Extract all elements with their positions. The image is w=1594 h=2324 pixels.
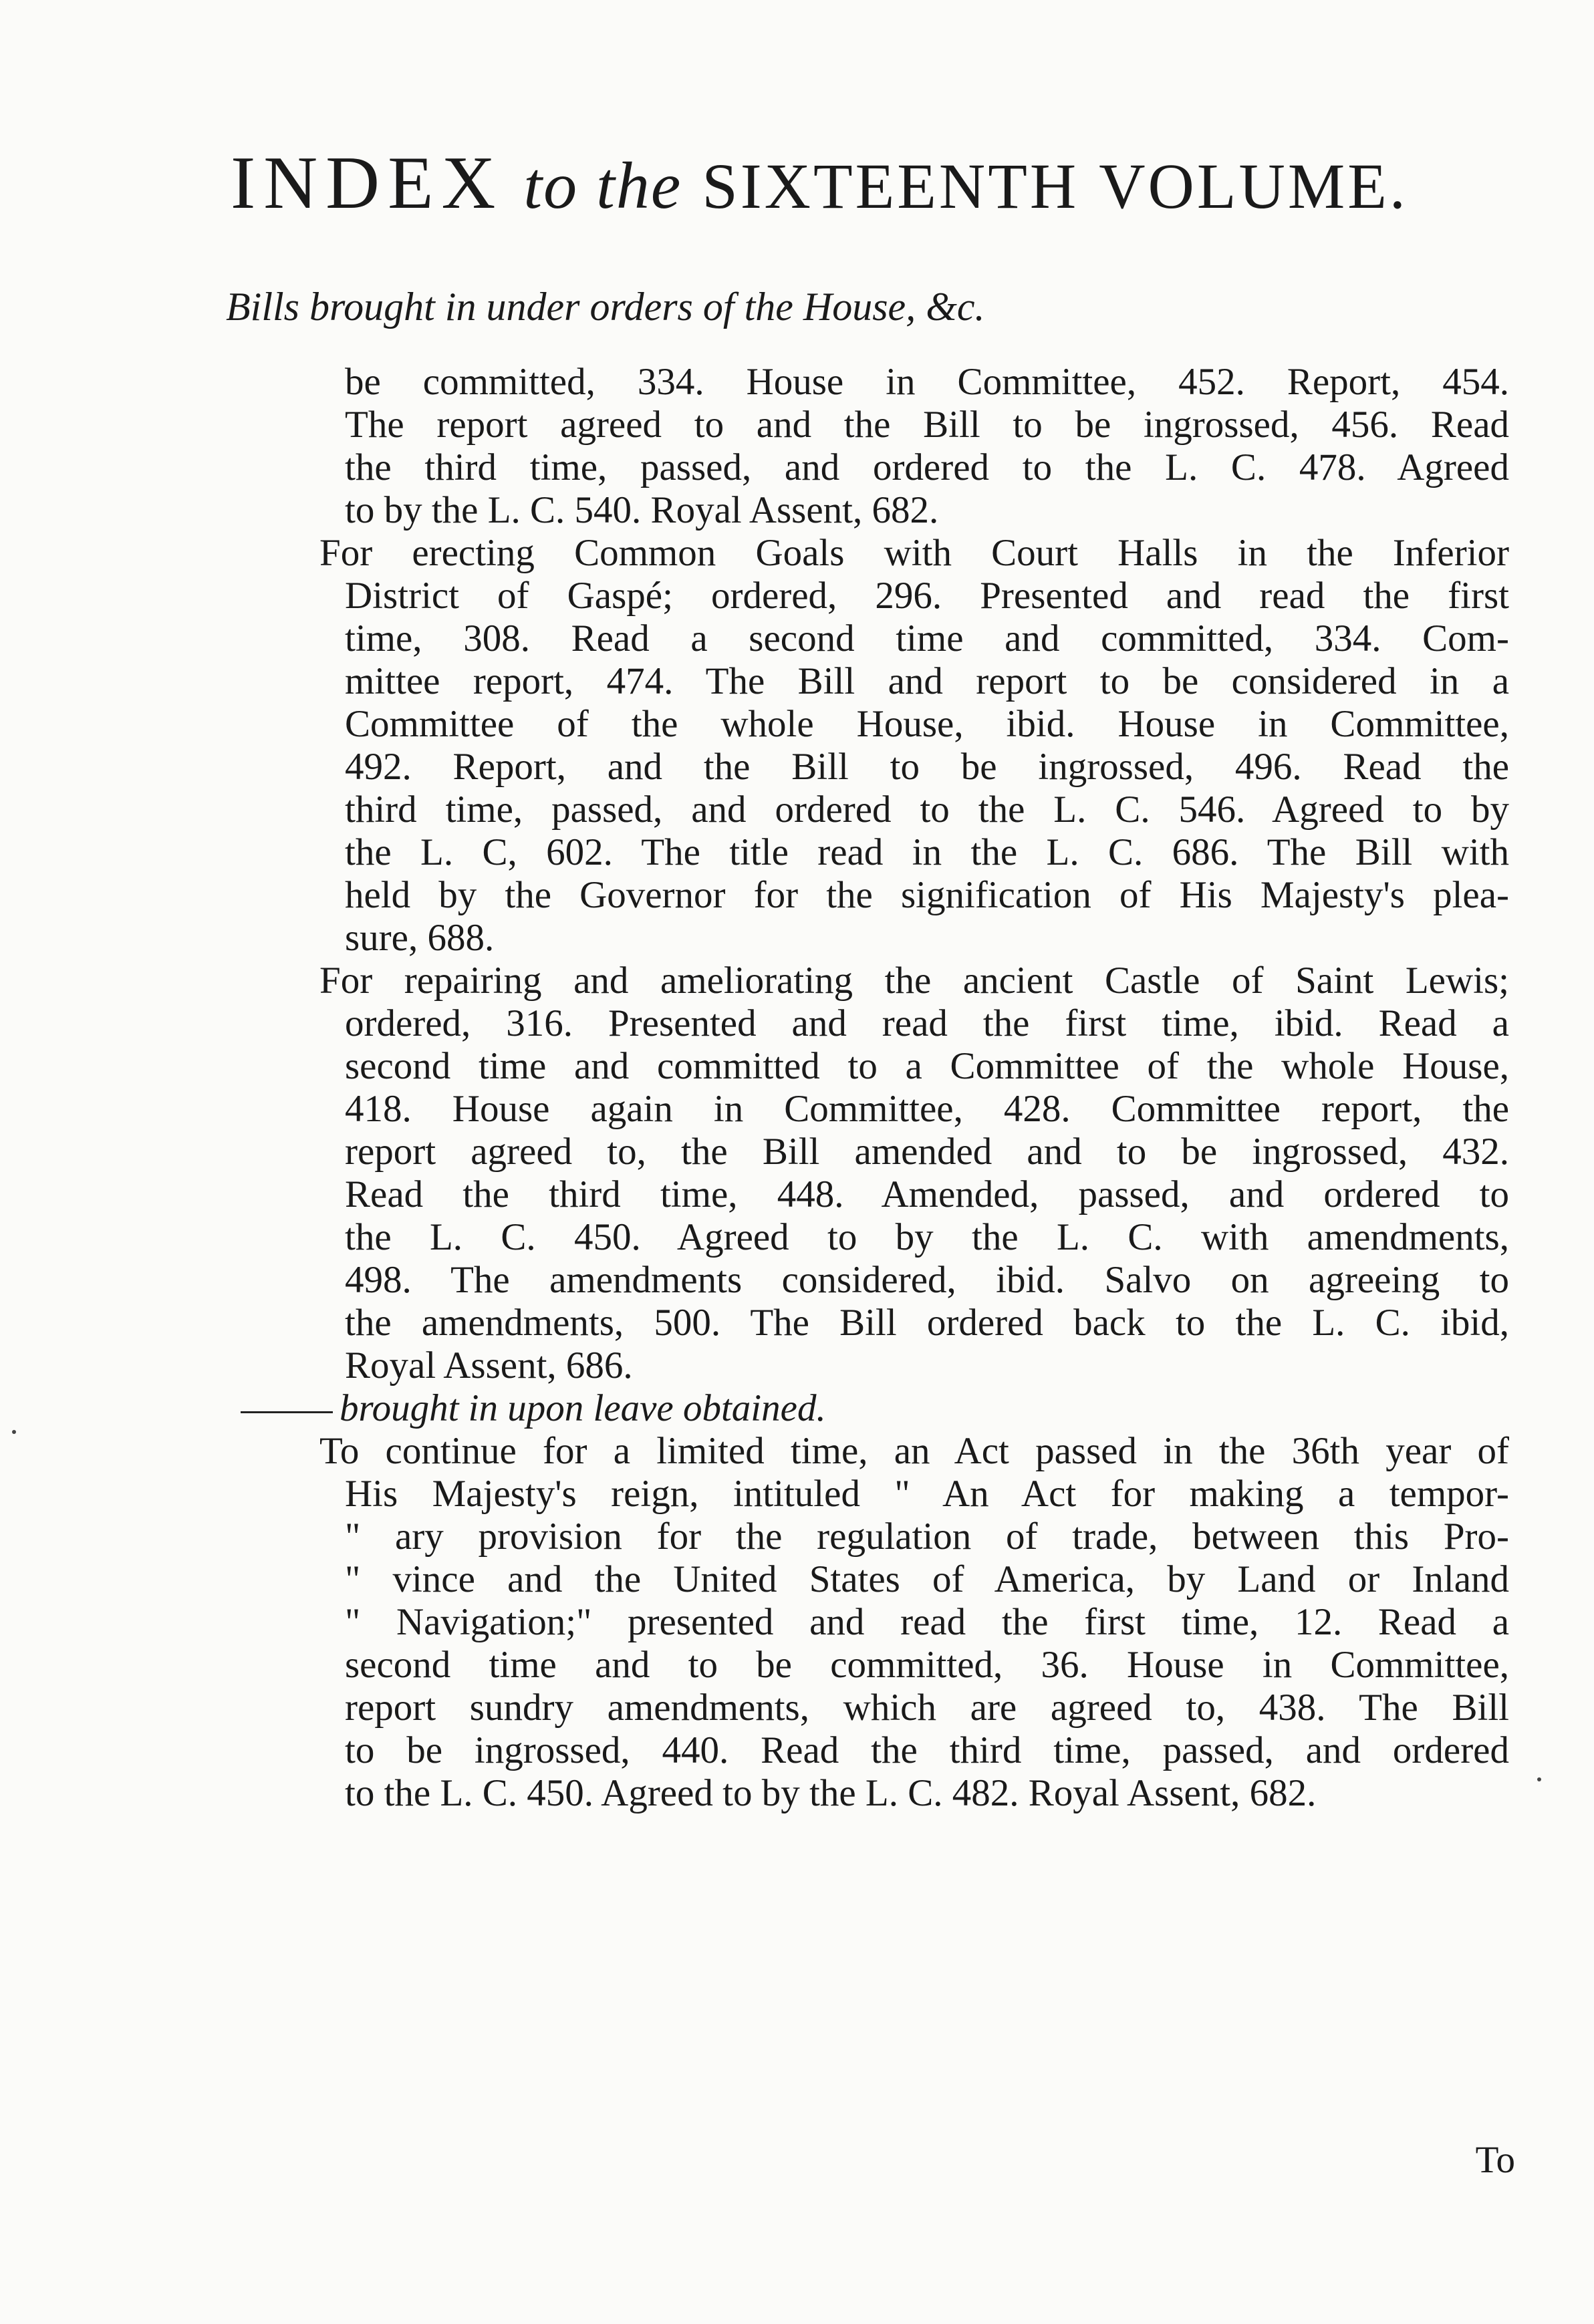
page-speck <box>12 1430 16 1434</box>
text-line: " Navigation;" presented and read the first time, 12. Read a <box>345 1601 1509 1643</box>
text-line: 498. The amendments considered, ibid. Salvo on agreeing to <box>345 1259 1509 1301</box>
page-title <box>231 140 1500 227</box>
text-line: 492. Report, and the Bill to be ingrossed, 496. Read the <box>345 746 1509 788</box>
sub-heading-row <box>319 1387 1509 1430</box>
title-to-the: to the <box>523 148 682 223</box>
text-line: Committee of the whole House, ibid. House in Committee, <box>345 703 1509 745</box>
sub-heading: brought in upon leave obtained. <box>340 1387 826 1429</box>
title-volume: VOLUME. <box>1099 150 1408 222</box>
text-line: mittee report, 474. The Bill and report to be considered in a <box>345 660 1509 702</box>
text-line: His Majesty's reign, intituled " An Act for making a tempor- <box>345 1473 1509 1515</box>
title-sixteenth: SIXTEENTH <box>702 150 1079 222</box>
text-line: the third time, passed, and ordered to the L. C. 478. Agreed <box>345 446 1509 488</box>
index-body <box>319 361 1509 1815</box>
text-line: " ary provision for the regulation of trade, between this Pro- <box>345 1515 1509 1558</box>
text-line: the L. C. 450. Agreed to by the L. C. with amendments, <box>345 1216 1509 1258</box>
catchword: To <box>1475 2139 1515 2181</box>
text-line: second time and to be committed, 36. House in Committee, <box>345 1644 1509 1686</box>
text-line: Read the third time, 448. Amended, passed, and ordered to <box>345 1173 1509 1215</box>
text-line: For repairing and ameliorating the ancient Castle of Saint Lewis; <box>319 960 1509 1002</box>
text-line: Royal Assent, 686. <box>345 1344 633 1387</box>
text-line: District of Gaspé; ordered, 296. Presented and read the first <box>345 575 1509 617</box>
text-line: be committed, 334. House in Committee, 452. Report, 454. <box>345 361 1509 403</box>
text-line: to by the L. C. 540. Royal Assent, 682. <box>345 489 939 531</box>
text-line: time, 308. Read a second time and committed, 334. Com- <box>345 617 1509 660</box>
text-line: second time and committed to a Committee of the whole House, <box>345 1045 1509 1087</box>
text-line: the L. C, 602. The title read in the L. C. 686. The Bill with <box>345 831 1509 873</box>
text-line: The report agreed to and the Bill to be ingrossed, 456. Read <box>345 404 1509 446</box>
text-line: the amendments, 500. The Bill ordered back to the L. C. ibid, <box>345 1302 1509 1344</box>
text-line: For erecting Common Goals with Court Halls in the Inferior <box>319 532 1509 574</box>
title-index: INDEX <box>231 142 504 225</box>
text-line: ordered, 316. Presented and read the first time, ibid. Read a <box>345 1002 1509 1044</box>
text-line: report sundry amendments, which are agreed to, 438. The Bill <box>345 1687 1509 1729</box>
text-line: 418. House again in Committee, 428. Committee report, the <box>345 1088 1509 1130</box>
text-line: " vince and the United States of America, by Land or Inland <box>345 1558 1509 1600</box>
page-speck <box>1537 1777 1541 1781</box>
text-line: sure, 688. <box>345 917 495 959</box>
text-line: third time, passed, and ordered to the L. C. 546. Agreed to by <box>345 788 1509 831</box>
text-line: to be ingrossed, 440. Read the third time, passed, and ordered <box>345 1729 1509 1771</box>
section-heading: Bills brought in under orders of the House, &c. <box>226 285 985 329</box>
text-line: held by the Governor for the signification of His Majesty's plea- <box>345 874 1509 916</box>
text-line: To continue for a limited time, an Act passed in the 36th year of <box>319 1430 1509 1472</box>
text-line: to the L. C. 450. Agreed to by the L. C. 482. Royal Assent, 682. <box>345 1772 1317 1814</box>
text-line: report agreed to, the Bill amended and to be ingrossed, 432. <box>345 1131 1509 1173</box>
em-dash-rule <box>241 1411 333 1413</box>
